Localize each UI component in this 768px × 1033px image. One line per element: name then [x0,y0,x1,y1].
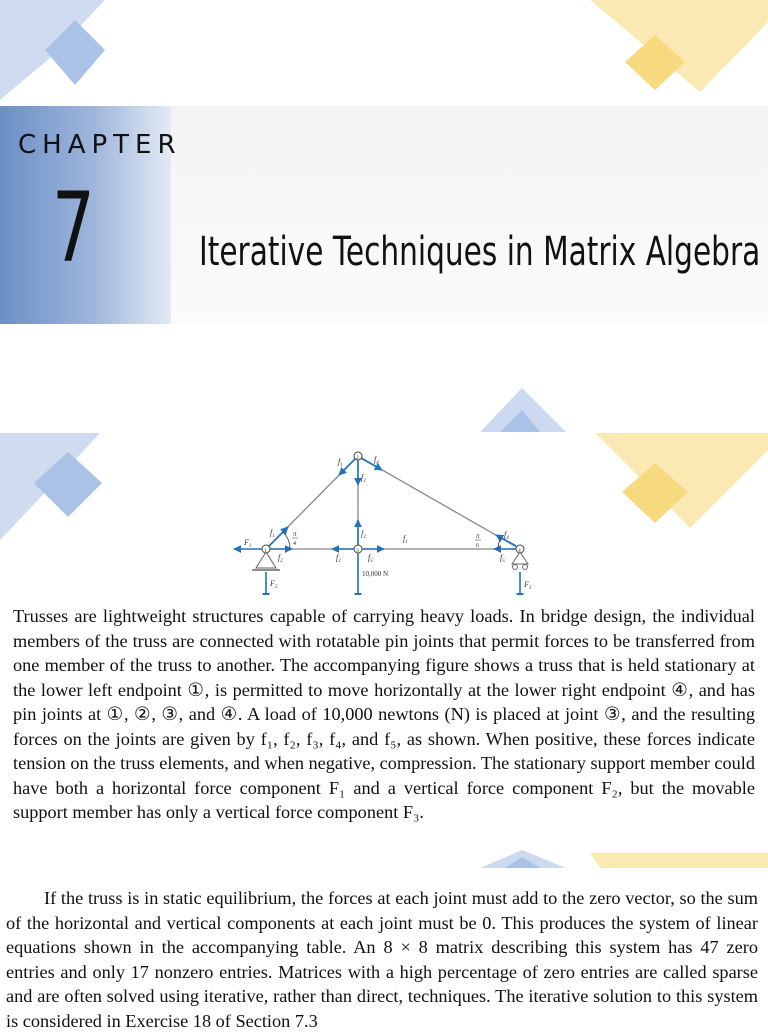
label-F1: $F_1$ [244,538,252,549]
label-f1-bottom: $f_1$ [403,534,408,545]
joint-label: 3 [356,548,359,554]
label-f4-top: $f_4$ [374,455,379,466]
label-f3-top: $f_3$ [361,473,366,484]
body-paragraph-1 [13,604,755,825]
force-arrow-f4-top [361,458,382,470]
label-f5-right: $f_5$ [500,553,505,564]
paragraph-text: Trusses are lightweight structures capable of carrying heavy loads. In bridge design, the individual members of the truss are connected with rotatable pin joints that permit forces to be transferred from one member of the truss to another. The accompanying figure shows a truss that is held stationary at the lower left endpoint ①, is permitted to move horizontally at the lower right endpoint ④, and has pin joints at ①, ②, ③, and ④. A load of 10,000 newtons (N) is placed at joint ③, and the resulting forces on the joints are given by f₁, f₂, f₃, f₄, and f₅, as shown. When positive, these forces indicate tension on the truss elements, and when negative, compression. The stationary support member could have both a horizontal force component F₁ and a vertical force component F₂, but the movable support member has only a vertical force component F₃. [13,606,755,822]
load-label: 10,000 N [362,570,389,578]
label-F3: $F_3$ [524,580,532,591]
truss-figure [198,440,548,595]
roller [513,565,518,570]
joint-label: 1 [264,548,267,554]
truss-member [358,456,520,549]
joint-label: 2 [356,455,359,461]
label-f1-top: $f_1$ [338,457,343,468]
label-f5-mid: $f_5$ [368,553,373,564]
joint-label: 4 [518,548,521,554]
deco-diamond [590,853,768,868]
angle-arc-left [283,532,290,549]
chapter-title: Iterative Techniques in Matrix Algebra [199,229,761,275]
roller [523,565,528,570]
angle-label-right-den: 6 [476,543,479,549]
angle-label-left-den: 4 [293,541,296,547]
fixed-support [256,552,276,568]
label-f1-left: $f_1$ [270,528,275,539]
angle-label-left-num: π [293,530,297,538]
deco-diamond [590,0,768,92]
label-f2-mid: $f_2$ [336,553,341,564]
chapter-label: CHAPTER [18,130,182,160]
label-f4-right: $f_4$ [504,530,509,541]
paragraph-text: If the truss is in static equilibrium, the forces at each joint must add to the zero vector, so the sum of the horizontal and vertical components at each joint must be 0. This produces the system of linear equations shown in the accompanying table. An 8 × 8 matrix describing this system has 47 zero entries and only 17 nonzero entries. Matrices with a high percentage of zero entries are called sparse and are often solved using iterative, rather than direct, techniques. The iterative solution to this system is considered in Exercise 18 of Section 7.3 [6,888,758,1031]
label-F2: $F_2$ [270,579,278,590]
label-f2-left: $f_2$ [278,553,283,564]
angle-label-right-num: π [476,532,480,540]
deco-diamond [595,433,768,528]
angle-arc-right [498,538,501,549]
label-f3-mid: $f_3$ [361,529,366,540]
chapter-number: 7 [52,172,95,284]
title-band [171,106,768,324]
body-paragraph-2 [6,886,758,1033]
